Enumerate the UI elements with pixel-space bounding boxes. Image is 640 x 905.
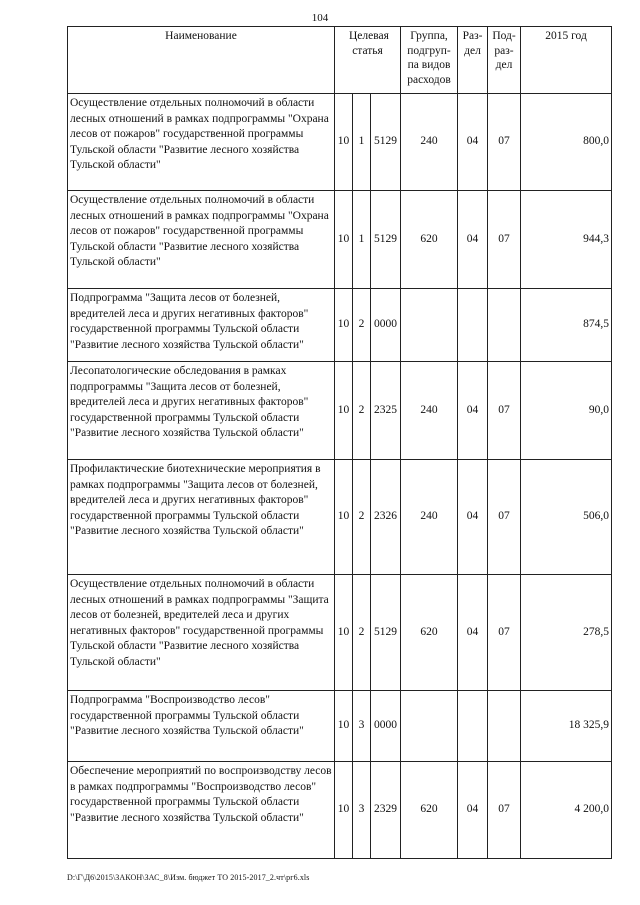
section-cell: 04 [458,191,488,289]
header-target-article: Целевая статья [335,27,401,94]
expense-group-cell: 620 [401,762,458,859]
expense-group-cell: 240 [401,94,458,191]
article-program-cell: 10 [335,191,353,289]
subsection-cell: 07 [488,575,521,691]
article-program-cell: 10 [335,575,353,691]
amount-cell: 506,0 [521,460,612,575]
header-row [68,27,612,94]
article-subprogram-cell: 3 [353,762,371,859]
article-subprogram-cell: 1 [353,191,371,289]
article-program-cell: 10 [335,289,353,362]
section-cell: 04 [458,94,488,191]
article-code-cell: 2326 [371,460,401,575]
budget-table [67,26,612,859]
section-cell: 04 [458,762,488,859]
table-row [68,691,612,762]
article-subprogram-cell: 1 [353,94,371,191]
amount-cell: 4 200,0 [521,762,612,859]
article-code-cell: 0000 [371,289,401,362]
row-name-cell: Подпрограмма "Воспроизводство лесов" государственной программы Тульской области "Развитие лесного хозяйства Тульской области" [68,691,335,762]
article-code-cell: 2329 [371,762,401,859]
article-program-cell: 10 [335,94,353,191]
row-name-cell: Лесопатологические обследования в рамках подпрограммы "Защита лесов от болезней, вредителей леса и других негативных факторов" государственной программы Тульской области "Развитие лесного хозяйства Тульской области" [68,362,335,460]
section-cell: 04 [458,362,488,460]
table-row [68,460,612,575]
expense-group-cell: 620 [401,575,458,691]
expense-group-cell [401,691,458,762]
subsection-cell [488,289,521,362]
header-subsection: Под-раз-дел [488,27,521,94]
article-program-cell: 10 [335,362,353,460]
row-name-cell: Обеспечение мероприятий по воспроизводству лесов в рамках подпрограммы "Воспроизводство лесов" государственной программы Тульской области "Развитие лесного хозяйства Тульской области" [68,762,335,859]
table-row [68,362,612,460]
article-program-cell: 10 [335,691,353,762]
subsection-cell: 07 [488,191,521,289]
article-code-cell: 2325 [371,362,401,460]
row-name-cell: Профилактические биотехнические мероприятия в рамках подпрограммы "Защита лесов от болезней, вредителей леса и других негативных факторов" государственной программы Тульской области "Развитие лесного хозяйства Тульской области" [68,460,335,575]
article-subprogram-cell: 3 [353,691,371,762]
article-program-cell: 10 [335,762,353,859]
article-subprogram-cell: 2 [353,575,371,691]
amount-cell: 800,0 [521,94,612,191]
amount-cell: 18 325,9 [521,691,612,762]
section-cell: 04 [458,575,488,691]
header-expense-group: Группа, подгруп-па видов расходов [401,27,458,94]
header-section: Раз-дел [458,27,488,94]
section-cell [458,289,488,362]
table-row [68,575,612,691]
page-number: 104 [311,12,329,24]
section-cell: 04 [458,460,488,575]
row-name-cell: Подпрограмма "Защита лесов от болезней, вредителей леса и других негативных факторов" государственной программы Тульской области "Развитие лесного хозяйства Тульской области" [68,289,335,362]
expense-group-cell: 240 [401,362,458,460]
article-program-cell: 10 [335,460,353,575]
article-code-cell: 5129 [371,94,401,191]
amount-cell: 90,0 [521,362,612,460]
row-name-cell: Осуществление отдельных полномочий в области лесных отношений в рамках подпрограммы "Охрана лесов от пожаров" государственной программы Тульской области "Развитие лесного хозяйства Тульской области" [68,94,335,191]
amount-cell: 278,5 [521,575,612,691]
section-cell [458,691,488,762]
expense-group-cell: 620 [401,191,458,289]
article-code-cell: 0000 [371,691,401,762]
table-row [68,94,612,191]
table-row [68,762,612,859]
table-row [68,191,612,289]
table-row [68,289,612,362]
article-subprogram-cell: 2 [353,289,371,362]
expense-group-cell: 240 [401,460,458,575]
amount-cell: 944,3 [521,191,612,289]
row-name-cell: Осуществление отдельных полномочий в области лесных отношений в рамках подпрограммы "Охрана лесов от пожаров" государственной программы Тульской области "Развитие лесного хозяйства Тульской области" [68,191,335,289]
header-year: 2015 год [521,27,612,94]
article-subprogram-cell: 2 [353,362,371,460]
subsection-cell: 07 [488,762,521,859]
file-path-footer: D:\Г\Д6\2015\ЗАКОН\ЗАС_8\Изм. бюджет ТО 2015-2017_2.чт\рг6.xls [67,873,310,882]
article-code-cell: 5129 [371,191,401,289]
expense-group-cell [401,289,458,362]
subsection-cell: 07 [488,460,521,575]
amount-cell: 874,5 [521,289,612,362]
row-name-cell: Осуществление отдельных полномочий в области лесных отношений в рамках подпрограммы "Защита лесов от болезней, вредителей леса и других негативных факторов" государственной программы Тульской области "Развитие лесного хозяйства Тульской области" [68,575,335,691]
header-name: Наименование [68,27,335,94]
subsection-cell [488,691,521,762]
subsection-cell: 07 [488,362,521,460]
article-code-cell: 5129 [371,575,401,691]
subsection-cell: 07 [488,94,521,191]
article-subprogram-cell: 2 [353,460,371,575]
